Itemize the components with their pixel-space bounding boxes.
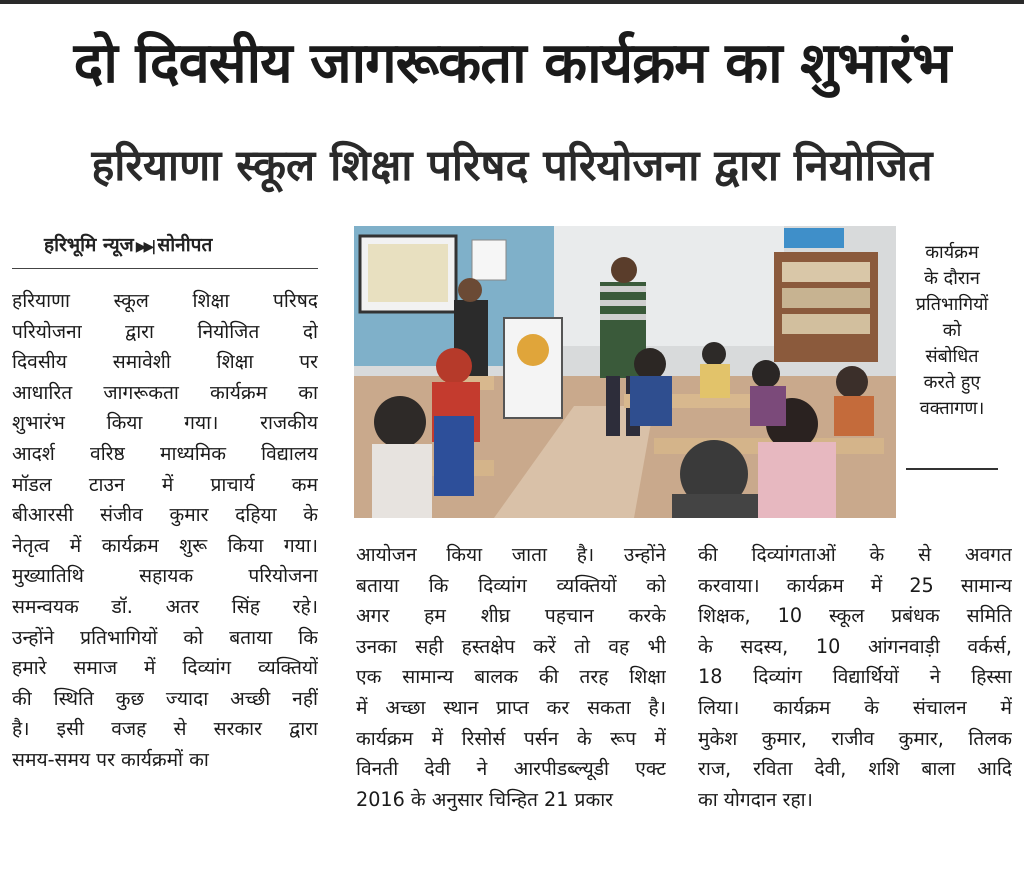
article-line: मुकेश कुमार, राजीव कुमार, तिलक [698,726,1012,750]
caption-line: कार्यक्रम [925,242,979,263]
caption-line: करते हुए [923,372,981,393]
article-line: उन्होंने प्रतिभागियों को बताया कि [12,625,318,649]
headline: दो दिवसीय जागरूकता कार्यक्रम का शुभारंभ [73,31,951,96]
article-line: बताया कि दिव्यांग व्यक्तियों को [356,573,666,597]
article-line: करवाया। कार्यक्रम में 25 सामान्य [698,573,1012,597]
article-line: 18 दिव्यांग विद्यार्थियों ने हिस्सा [698,665,1012,689]
article-line: राज, रविता देवी, शशि बाला आदि [698,757,1012,781]
caption-divider [906,468,998,470]
article-line: दिवसीय समावेशी शिक्षा पर [12,350,318,374]
article-line: मुख्यातिथि सहायक परियोजना [12,564,318,588]
article-line: परियोजना द्वारा नियोजित दो [12,319,318,343]
article-line: का योगदान रहा। [698,787,813,811]
article-line: की दिव्यांगताओं के से अवगत [698,543,1012,566]
article-line: अगर हम शीघ्र पहचान करके [356,604,666,628]
article-line: हमारे समाज में दिव्यांग व्यक्तियों [12,656,318,680]
article-line: समय-समय पर कार्यक्रमों का [12,747,209,771]
article-line: है। इसी वजह से सरकार द्वारा [12,717,318,741]
article-line: शिक्षक, 10 स्कूल प्रबंधक समिति [698,604,1012,628]
article-line: समन्वयक डॉ. अतर सिंह रहे। [12,594,318,618]
article-line: एक सामान्य बालक की तरह शिक्षा [356,665,666,689]
byline [44,230,314,260]
article-line: में अच्छा स्थान प्राप्त कर सकता है। [356,695,666,719]
caption-line: संबोधित [925,346,979,367]
article-line: आधारित जागरूकता कार्यक्रम का [12,380,318,404]
double-arrow-icon: ▶▶| [135,239,154,255]
article-line: नेतृत्व में कार्यक्रम शुरू किया गया। [12,533,318,557]
news-photo [354,226,896,518]
caption-line: वक्तागण। [919,398,985,419]
byline-divider [12,268,318,269]
caption-line: के दौरान [924,268,980,289]
article-column-2 [356,540,666,815]
caption-line: को [942,320,962,341]
top-rule [0,0,1024,4]
article-line: आदर्श वरिष्ठ माध्यमिक विद्यालय [12,441,318,465]
article-line: कार्यक्रम में रिसोर्स पर्सन के रूप में [356,726,666,750]
article-line: शुभारंभ किया गया। राजकीय [12,411,318,435]
subheadline: हरियाणा स्कूल शिक्षा परिषद परियोजना द्वारा नियोजित [91,141,933,191]
caption-line: प्रतिभागियों [915,294,989,315]
article-line: आयोजन किया जाता है। उन्होंने [356,543,666,566]
photo-caption [904,240,1000,422]
article-column-3 [698,540,1012,815]
article-line: विनती देवी ने आरपीडब्ल्यूडी एक्ट [356,757,666,781]
article-line: बीआरसी संजीव कुमार दहिया के [12,503,318,527]
article-line: उनका सही हस्तक्षेप करें तो वह भी [356,634,666,658]
classroom-photo-illustration [354,226,896,518]
article-column-1 [12,286,318,776]
article-line: हरियाणा स्कूल शिक्षा परिषद [12,289,318,312]
article-line: के सदस्य, 10 आंगनवाड़ी वर्कर्स, [698,634,1012,658]
byline-place: सोनीपत [157,234,213,256]
article-line: 2016 के अनुसार चिन्हित 21 प्रकार [356,787,614,811]
article-line: मॉडल टाउन में प्राचार्य कम [12,472,318,496]
article-line: लिया। कार्यक्रम के संचालन में [698,695,1012,719]
article-line: की स्थिति कुछ ज्यादा अच्छी नहीं [12,686,318,710]
byline-source: हरिभूमि न्यूज [44,234,134,256]
